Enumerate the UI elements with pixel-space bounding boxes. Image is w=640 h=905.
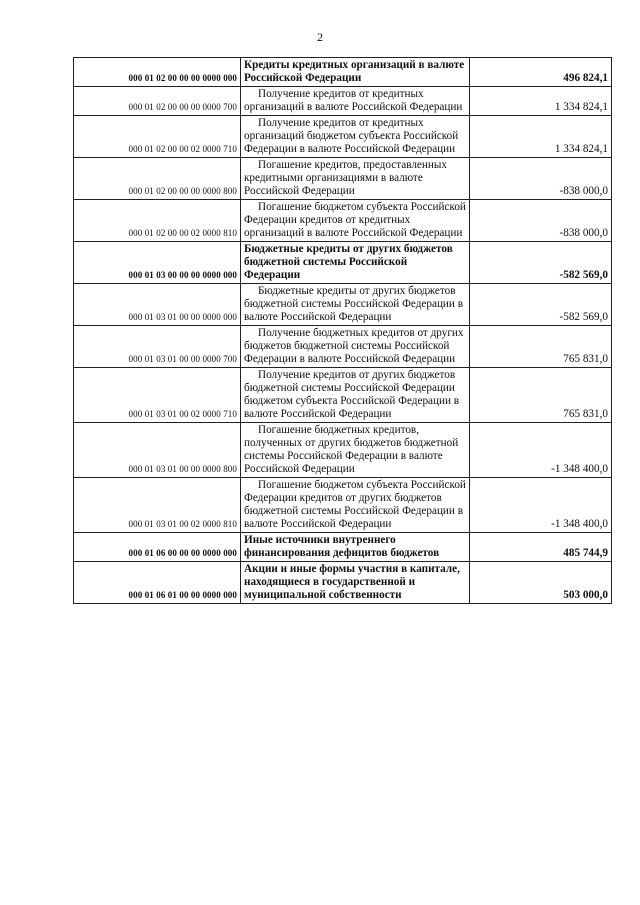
table-row: [74, 58, 612, 87]
row-description: [241, 158, 470, 200]
row-code: 000 01 03 01 00 00 0000 000: [74, 284, 241, 326]
row-description: [241, 562, 470, 604]
row-description: [241, 284, 470, 326]
row-amount: 765 831,0: [470, 368, 612, 423]
row-code: 000 01 03 00 00 00 0000 000: [74, 242, 241, 284]
row-description-text: Погашение бюджетных кредитов, полученных от других бюджетов бюджетной системы Российской Федерации в валюте Российской Федерации: [244, 424, 459, 475]
row-code: 000 01 02 00 00 02 0000 710: [74, 116, 241, 158]
row-amount: -582 569,0: [470, 284, 612, 326]
table-row: [74, 116, 612, 158]
row-description: [241, 368, 470, 423]
row-description-text: Получение бюджетных кредитов от других бюджетов бюджетной системы Российской Федерации в валюте Российской Федерации: [244, 327, 464, 365]
row-code: 000 01 06 00 00 00 0000 000: [74, 533, 241, 562]
row-description-text: Иные источники внутреннего финансирования дефицитов бюджетов: [244, 534, 440, 559]
row-code: 000 01 03 01 00 00 0000 700: [74, 326, 241, 368]
row-amount: 485 744,9: [470, 533, 612, 562]
table-row: [74, 326, 612, 368]
budget-sources-table: [73, 57, 612, 604]
row-description-text: Получение кредитов от кредитных организаций бюджетом субъекта Российской Федерации в валюте Российской Федерации: [244, 117, 459, 155]
row-description-text: Погашение бюджетом субъекта Российской Федерации кредитов от других бюджетов бюджетной системы Российской Федерации в валюте Российской Федерации: [244, 479, 466, 530]
row-description: [241, 116, 470, 158]
row-amount: 496 824,1: [470, 58, 612, 87]
table-row: [74, 478, 612, 533]
row-description: [241, 478, 470, 533]
row-description-text: Погашение кредитов, предоставленных кредитными организациями в валюте Российской Федерации: [244, 159, 447, 197]
table-row: [74, 200, 612, 242]
row-description-text: Акции и иные формы участия в капитале, находящиеся в государственной и муниципальной собственности: [244, 563, 460, 601]
table-row: [74, 284, 612, 326]
row-description-text: Погашение бюджетом субъекта Российской Федерации кредитов от кредитных организаций в валюте Российской Федерации: [244, 201, 466, 239]
row-code: 000 01 02 00 00 00 0000 800: [74, 158, 241, 200]
row-amount: -838 000,0: [470, 200, 612, 242]
row-description: [241, 242, 470, 284]
row-amount: -582 569,0: [470, 242, 612, 284]
row-code: 000 01 02 00 00 00 0000 700: [74, 87, 241, 116]
table-row: [74, 87, 612, 116]
row-description-text: Бюджетные кредиты от других бюджетов бюджетной системы Российской Федерации в валюте Российской Федерации: [244, 285, 463, 323]
row-amount: -1 348 400,0: [470, 478, 612, 533]
row-description: [241, 326, 470, 368]
row-code: 000 01 06 01 00 00 0000 000: [74, 562, 241, 604]
row-description: [241, 87, 470, 116]
row-amount: -838 000,0: [470, 158, 612, 200]
page-number: 2: [317, 30, 323, 44]
row-description: [241, 533, 470, 562]
row-code: 000 01 03 01 00 02 0000 710: [74, 368, 241, 423]
table-row: [74, 368, 612, 423]
row-code: 000 01 03 01 00 02 0000 810: [74, 478, 241, 533]
row-description-text: Получение кредитов от других бюджетов бюджетной системы Российской Федерации бюджетом субъекта Российской Федерации в валюте Российской Федерации: [244, 369, 460, 420]
row-description-text: Получение кредитов от кредитных организаций в валюте Российской Федерации: [244, 88, 463, 113]
row-amount: 503 000,0: [470, 562, 612, 604]
table-row: [74, 562, 612, 604]
table-row: [74, 242, 612, 284]
row-description: [241, 423, 470, 478]
row-description-text: Кредиты кредитных организаций в валюте Российской Федерации: [244, 59, 465, 84]
row-code: 000 01 02 00 00 00 0000 000: [74, 58, 241, 87]
table-row: [74, 533, 612, 562]
row-amount: 1 334 824,1: [470, 116, 612, 158]
row-amount: 765 831,0: [470, 326, 612, 368]
table-row: [74, 423, 612, 478]
row-code: 000 01 02 00 00 02 0000 810: [74, 200, 241, 242]
row-description: [241, 58, 470, 87]
row-amount: -1 348 400,0: [470, 423, 612, 478]
row-description: [241, 200, 470, 242]
row-code: 000 01 03 01 00 00 0000 800: [74, 423, 241, 478]
row-description-text: Бюджетные кредиты от других бюджетов бюджетной системы Российской Федерации: [244, 243, 453, 281]
row-amount: 1 334 824,1: [470, 87, 612, 116]
table-row: [74, 158, 612, 200]
